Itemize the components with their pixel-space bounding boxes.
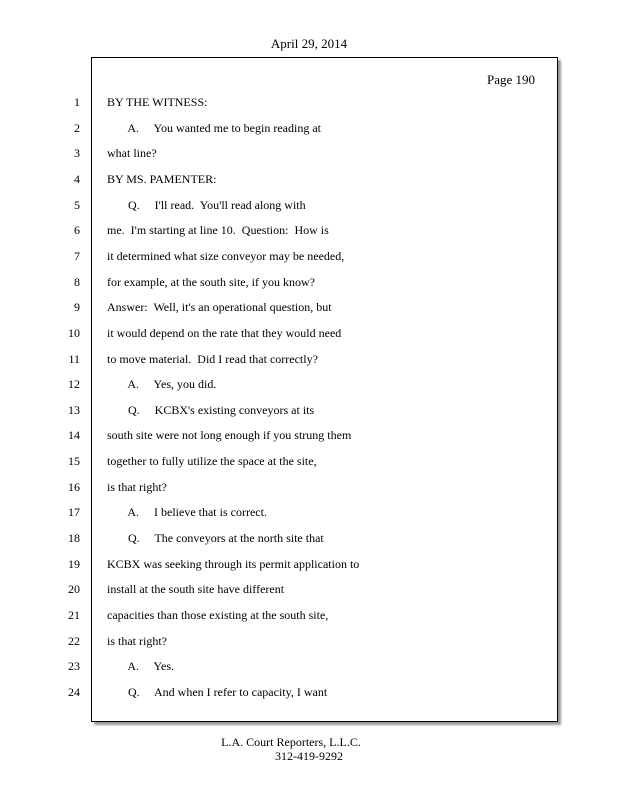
transcript-line: KCBX was seeking through its permit application to xyxy=(107,557,360,571)
line-number: 18 xyxy=(68,531,80,545)
transcript-line: south site were not long enough if you strung them xyxy=(107,428,352,442)
transcript-line: Answer: Well, it's an operational question, but xyxy=(107,300,332,314)
line-number: 12 xyxy=(68,377,80,391)
line-number: 10 xyxy=(68,326,80,340)
line-number: 15 xyxy=(68,454,80,468)
transcript-line: BY MS. PAMENTER: xyxy=(107,172,217,186)
transcript-line: BY THE WITNESS: xyxy=(107,95,208,109)
transcript-line: Q. KCBX's existing conveyors at its xyxy=(107,403,315,417)
transcript-line: together to fully utilize the space at the site, xyxy=(107,454,317,468)
transcript-line: install at the south site have different xyxy=(107,582,285,596)
transcript-line: Q. And when I refer to capacity, I want xyxy=(107,685,328,699)
transcript-line: is that right? xyxy=(107,480,167,494)
transcript-line: what line? xyxy=(107,146,157,160)
line-number: 21 xyxy=(68,608,80,622)
reporter-phone: 312-419-9292 xyxy=(275,749,343,763)
line-number: 22 xyxy=(68,634,80,648)
line-number: 3 xyxy=(74,146,80,160)
line-number: 19 xyxy=(68,557,80,571)
line-number: 17 xyxy=(68,505,80,519)
transcript-date: April 29, 2014 xyxy=(270,36,348,51)
line-number: 20 xyxy=(68,582,80,596)
transcript-line: to move material. Did I read that correctly? xyxy=(107,352,318,366)
line-number: 23 xyxy=(68,659,80,673)
line-number: 2 xyxy=(74,121,80,135)
transcript-line: it would depend on the rate that they would need xyxy=(107,326,342,340)
transcript-line: Q. I'll read. You'll read along with xyxy=(107,198,306,212)
reporter-company: L.A. Court Reporters, L.L.C. xyxy=(221,735,361,749)
line-number: 14 xyxy=(68,428,80,442)
transcript-line: A. You wanted me to begin reading at xyxy=(107,121,321,135)
line-number: 4 xyxy=(74,172,80,186)
transcript-line: capacities than those existing at the south site, xyxy=(107,608,329,622)
transcript-line: Q. The conveyors at the north site that xyxy=(107,531,324,545)
line-number: 9 xyxy=(74,300,80,314)
line-number: 13 xyxy=(68,403,80,417)
line-number: 16 xyxy=(68,480,80,494)
line-number: 6 xyxy=(74,223,80,237)
line-number: 11 xyxy=(68,352,80,366)
line-number: 1 xyxy=(74,95,80,109)
transcript-line: A. Yes, you did. xyxy=(107,377,217,391)
transcript-line: A. Yes. xyxy=(107,659,175,673)
transcript-line: is that right? xyxy=(107,634,167,648)
page-number: Page 190 xyxy=(487,72,536,87)
transcript-line: it determined what size conveyor may be needed, xyxy=(107,249,345,263)
transcript-line: for example, at the south site, if you know? xyxy=(107,275,315,289)
line-number: 24 xyxy=(68,685,80,699)
line-number: 7 xyxy=(74,249,80,263)
line-number: 5 xyxy=(74,198,80,212)
line-number: 8 xyxy=(74,275,80,289)
transcript-line: A. I believe that is correct. xyxy=(107,505,267,519)
transcript-line: me. I'm starting at line 10. Question: How is xyxy=(107,223,329,237)
